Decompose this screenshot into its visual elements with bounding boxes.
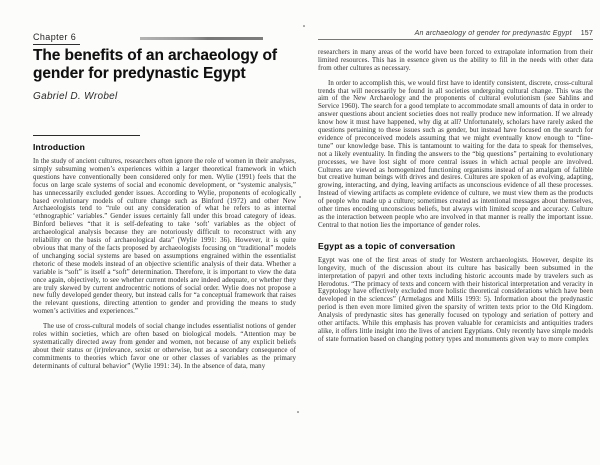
left-page — [33, 27, 296, 377]
egypt-section-heading: Egypt as a topic of conversation — [318, 240, 456, 251]
page-number: 157 — [580, 30, 593, 37]
intro-paragraph-1: In the study of ancient cultures, researchers often ignore the role of women in their analyses, simply subsuming women’s experiences within a larger theoretical framework in which questions have conventionally been considered only for men. Wylie (1991) feels that the focus on large scale systems of social and economic development, or “systemic analysis,” has unnecessarily excluded gender issues. According to Wylie, proponents of ecologically based evolutionary models of culture change such as Binford (1972) and other New Archaeologists tend to “rule out any consideration of what he refers to as internal ‘ethnographic’ variables.” Gender issues certainly fall under this broad category of ideas. Binford believes “that it is self-defeating to take ‘soft’ variables as the object of archaeological analysis because they are notoriously difficult to reconstruct with any reliability on the basis of archaeological data” (Wylie 1991: 36). However, it is quite obvious that many of the facts proposed by archaeologists focusing on “traditional” models of unchanging social systems are based on assumptions engrained within the essentialist rhetoric of these models instead of an objective scientific analysis of their data. Whether a variable is “soft” is itself a “soft” determination. Therefore, it is important to view the data once again, objectively, to see whether current models are indeed adequate, or whether they are truly skewed by current androcentric notions of social order. Wylie does not propose a new fully developed gender theory, but instead calls for “a conceptual framework that raises the relevant questions, directing attention to gender and providing the means to study women’s activities and experiences.” — [33, 158, 296, 316]
section-divider-rule — [33, 135, 140, 136]
chapter-label: Chapter 6 — [33, 32, 80, 45]
running-header — [318, 30, 593, 37]
author-name: Gabriel D. Wrobel — [33, 91, 118, 102]
continuation-paragraph: researchers in many areas of the world have been forced to extrapolate information from their limited resources. This has in essence given us the ability to fill in the needs with other data from other cultures as necessary. — [318, 49, 593, 72]
scan-speck — [303, 25, 305, 27]
egypt-paragraph: Egypt was one of the first areas of study for Western archaeologists. However, despite its longevity, much of the discussion about its culture has basically been subsumed in the interpretation of papyri and other texts including historic accounts made by travelers such as Herodotus. “The primacy of texts and concern with their historical interpretation and veracity in Egyptology have effectively excluded more holistic theoretical considerations which have been developed in the sciences” (Armelagos and Mills 1993: 5). Information about the predynastic period is then even more limited given the sparsity of written texts prior to the Old Kingdom. Analysis of predynastic sites has generally focused on typology and seriation of pottery and other artifacts. While this emphasis has proven valuable for ceramicists and antiquities traders alike, it offers little insight into the lives of ancient Egyptians. Only recently have simple models of state formation based on changing pottery types and monuments given way to more complex — [318, 256, 593, 343]
methodology-paragraph: In order to accomplish this, we would first have to identify consistent, discrete, cross-cultural trends that will necessarily be found in all societies undergoing cultural change. This was the aim of the New Archaeology and the proponents of cultural evolutionism (see Sahlins and Service 1960). The search for a good template to accommodate small amounts of data in order to answer questions about ancient societies does not really produce new information. If we already know how it must have happened, why dig at all? Unfortunately, scholars have rarely asked the questions pertaining to these issues such as gender, but instead have focused on the search for evidence of preconceived models assuming that we might eventually know enough to “fine-tune” our knowledge base. This is tantamount to waiting for the data to speak for themselves, not a likely eventuality. In finding the answers to the “big questions” pertaining to evolutionary processes, we have lost sight of more central issues in which actual people are involved. Cultures are viewed as homogenized functioning organisms instead of an amalgam of fallible but creative human beings with drives and desires. Cultures are spoken of as evolving, adapting, growing, interacting, and dying, leaving artifacts as unconscious evidence of all these processes. Instead of viewing artifacts as complete evidence of culture, we must view them as the products of people who made up a culture; sometimes created as intentional messages about themselves, other times encoding unconscious beliefs, but always with limited scope and accuracy. Culture as the interaction between people who are involved in that manner is really the important issue. Central to that notion lies the importance of gender roles. — [318, 79, 593, 229]
running-header-rule — [318, 39, 593, 40]
chapter-decorative-rule — [140, 37, 263, 40]
scan-speck — [297, 411, 299, 413]
introduction-heading: Introduction — [33, 142, 85, 152]
right-page — [318, 30, 593, 351]
intro-paragraph-2: The use of cross-cultural models of social change includes essentialist notions of gender roles within societies, which are often based on biological models. “Attention may be systematically directed away from gender and women, not because of any explicit beliefs about their status or (ir)relevance, sexist or otherwise, but as a secondary consequence of commitments to theories which favor one or other classes of variables as the primary determinants of cultural behavior” (Wylie 1991: 34). In the absence of data, many — [33, 323, 296, 370]
chapter-title: The benefits of an archaeology of gender for predynastic Egypt — [33, 47, 277, 82]
running-header-title: An archaeology of gender for predynastic Egypt — [414, 30, 572, 37]
scan-speck — [299, 196, 301, 198]
chapter-header-row — [33, 27, 296, 42]
